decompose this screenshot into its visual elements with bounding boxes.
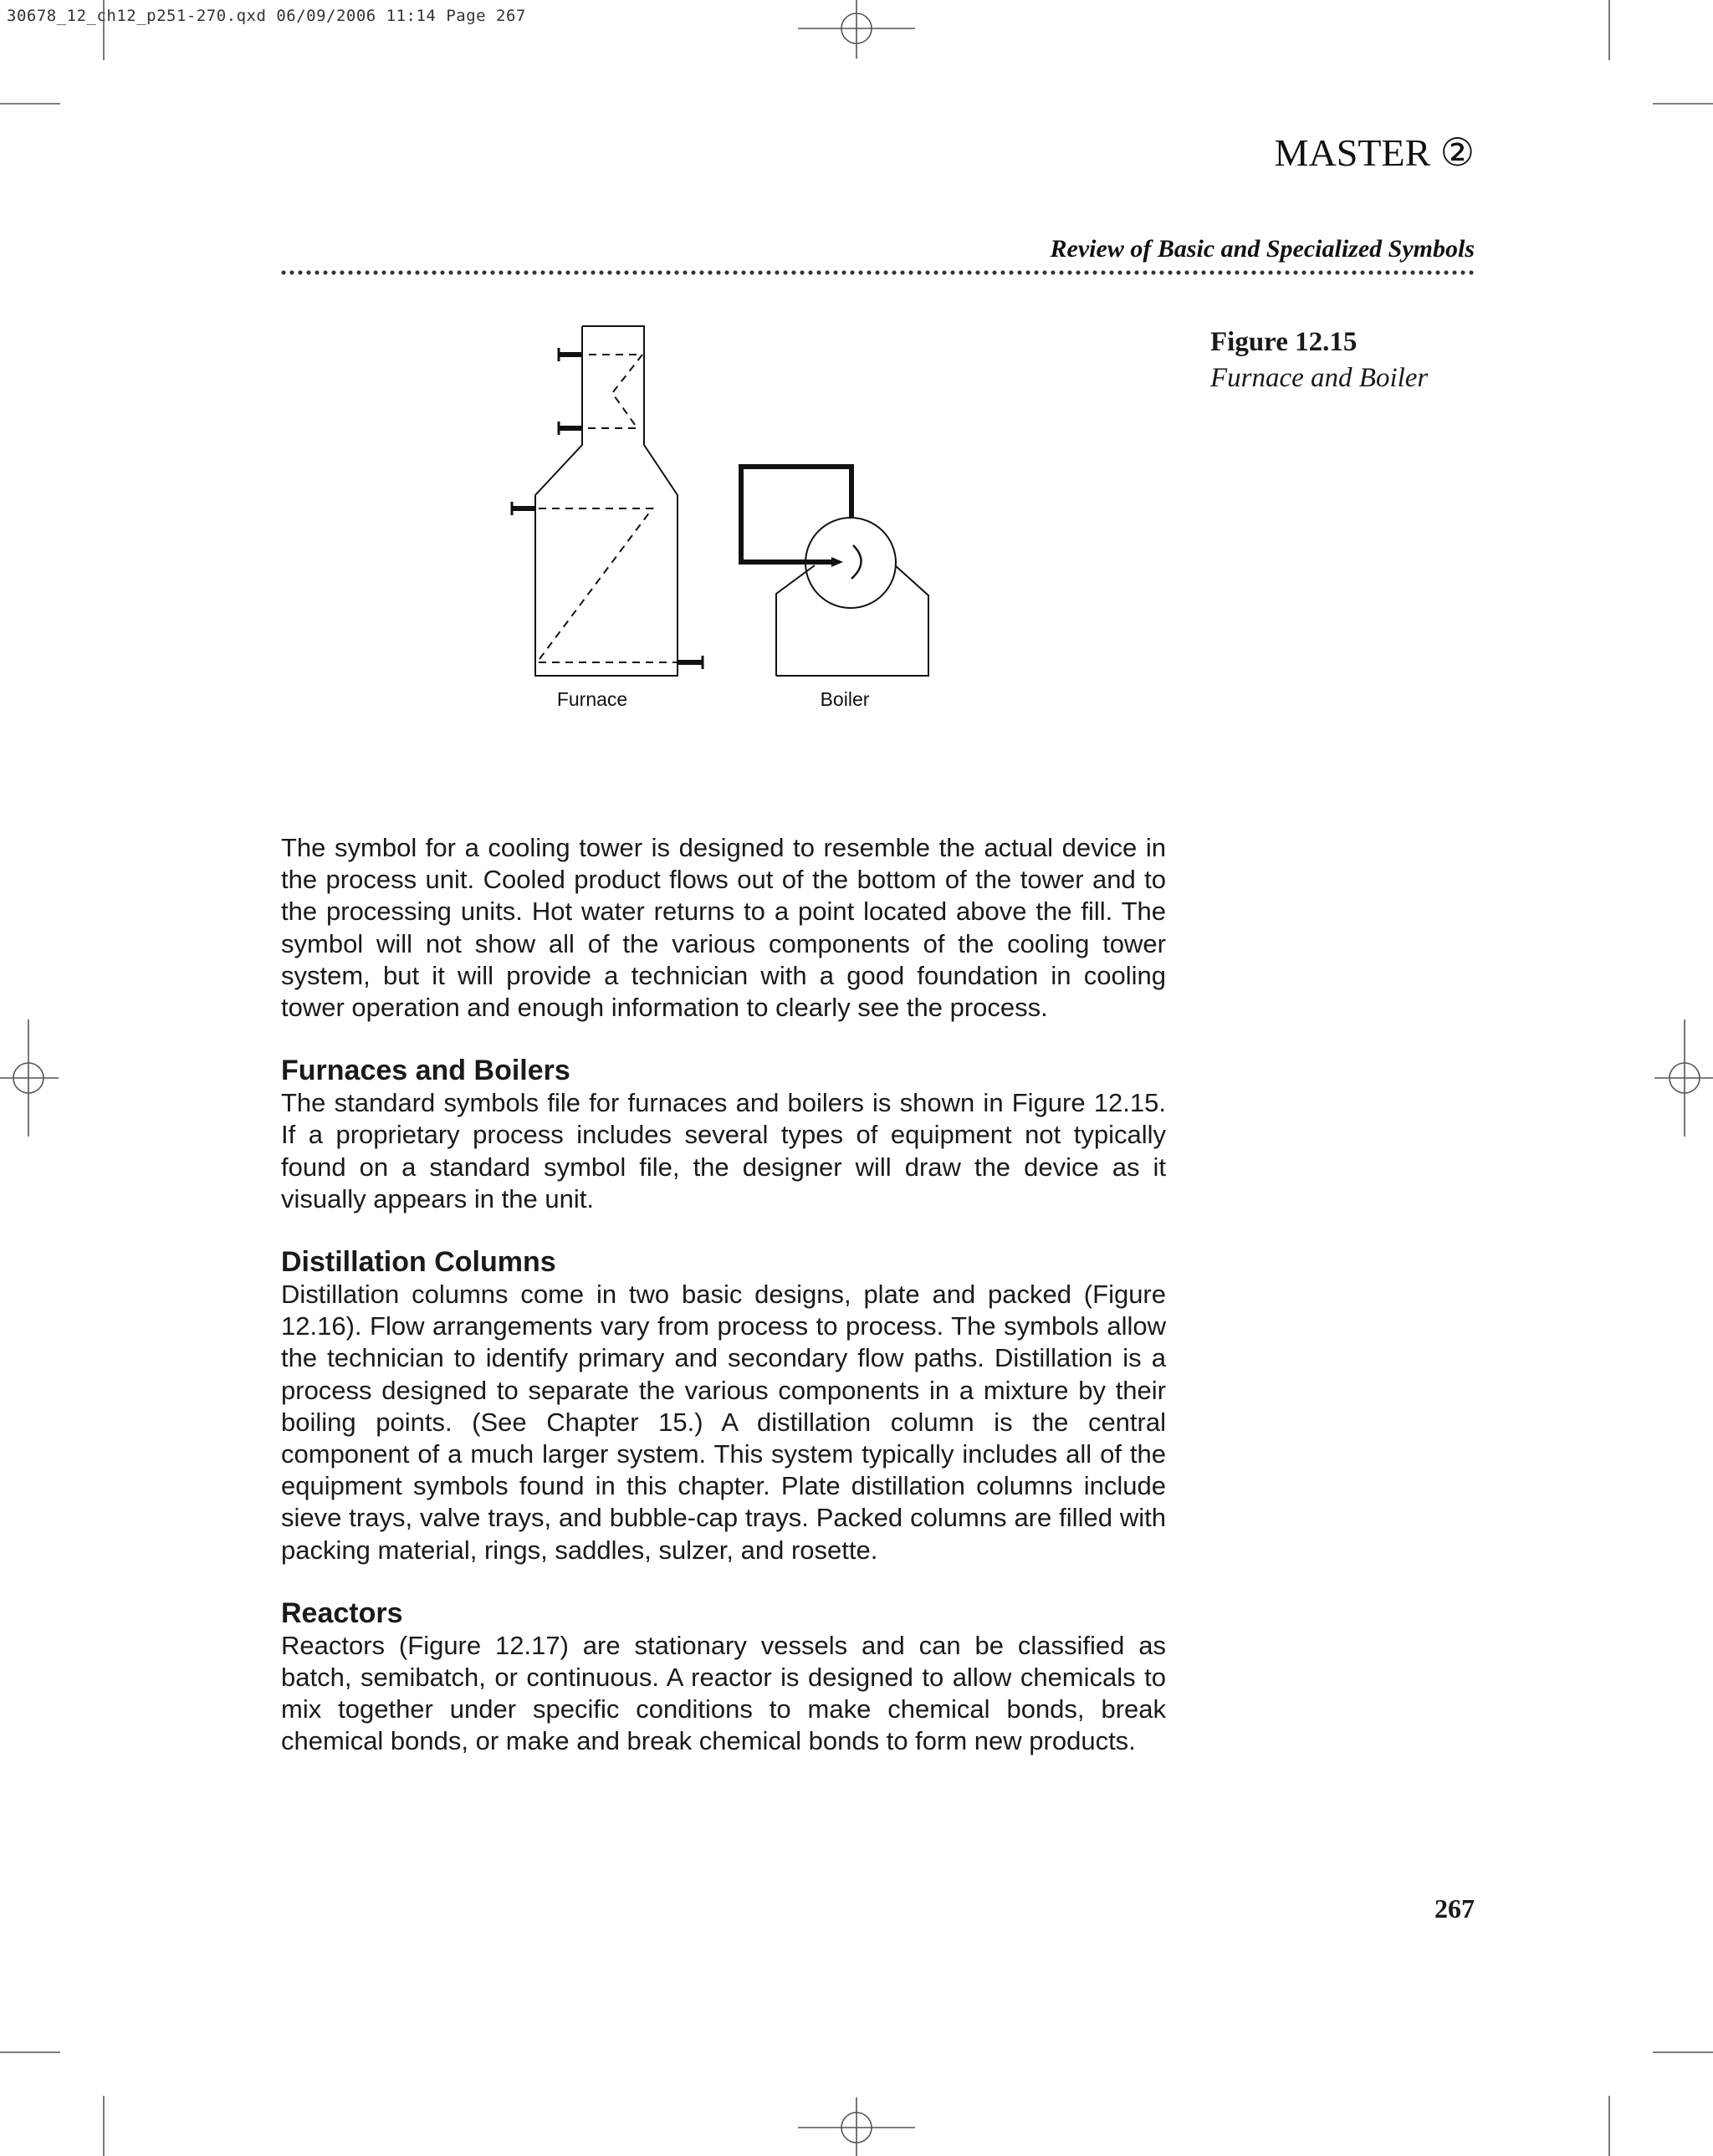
section-heading-furnaces: Furnaces and Boilers (281, 1055, 570, 1087)
section-text-furnaces: The standard symbols file for furnaces and boilers is shown in Figure 12.15. If a proprietary process includes several types of equipment not typically found on a standard symbol file, the designer will draw the device as it visually appears in the unit. (281, 1088, 1166, 1213)
furnace-boiler-figure (502, 318, 970, 719)
boiler-label: Boiler (820, 688, 870, 710)
page-number: 267 (1434, 1893, 1475, 1924)
section-text-distillation: Distillation columns come in two basic designs, plate and packed (Figure 12.16). Flow arrangements vary from process to process. The symbols allow the technician to identify primary and secondary flow paths. Distillation is a process designed to separate the various components in a mixture by their boiling points. (See Chapter 15.) A distillation column is the central component of a much larger system. This system typically includes all of the equipment symbols found in this chapter. Plate distillation columns include sieve trays, valve trays, and bubble-cap trays. Packed columns are filled with packing material, rings, saddles, sulzer, and rosette. (281, 1280, 1166, 1565)
printer-slug: 30678_12_ch12_p251-270.qxd 06/09/2006 11:14 Page 267 (7, 7, 526, 25)
furnace-label: Furnace (556, 688, 628, 710)
registration-mark-left (0, 1019, 59, 1137)
running-head: Review of Basic and Specialized Symbols (1050, 235, 1475, 263)
figure-label: Figure 12.15 (1210, 327, 1358, 357)
body-text (281, 832, 1166, 1758)
boiler-symbol (741, 467, 928, 676)
registration-mark-bottom (798, 2097, 915, 2156)
registration-mark-top (798, 0, 915, 59)
section-heading-distillation: Distillation Columns (281, 1246, 556, 1279)
section-text-reactors: Reactors (Figure 12.17) are stationary vessels and can be classified as batch, semibatch, or continuous. A reactor is designed to allow chemicals to mix together under specific conditions to make chemical bonds, break chemical bonds, or make and break chemical bonds to form new products. (281, 1630, 1166, 1756)
registration-mark-right (1654, 1019, 1713, 1137)
figure-caption (1210, 324, 1486, 396)
dotted-rule (279, 268, 1475, 277)
figure-title: Furnace and Boiler (1210, 363, 1429, 393)
master-label: MASTER ② (1274, 131, 1475, 174)
section-heading-reactors: Reactors (281, 1597, 403, 1629)
furnace-symbol (512, 326, 703, 676)
intro-paragraph: The symbol for a cooling tower is designed to resemble the actual device in the process unit. Cooled product flows out of the bottom of the tower and to the processing units. Hot water returns to a point located above the fill. The symbol will not show all of the various components of the cooling tower system, but it will provide a technician with a good foundation in cooling tower operation and enough information to clearly see the process. (281, 833, 1166, 1023)
